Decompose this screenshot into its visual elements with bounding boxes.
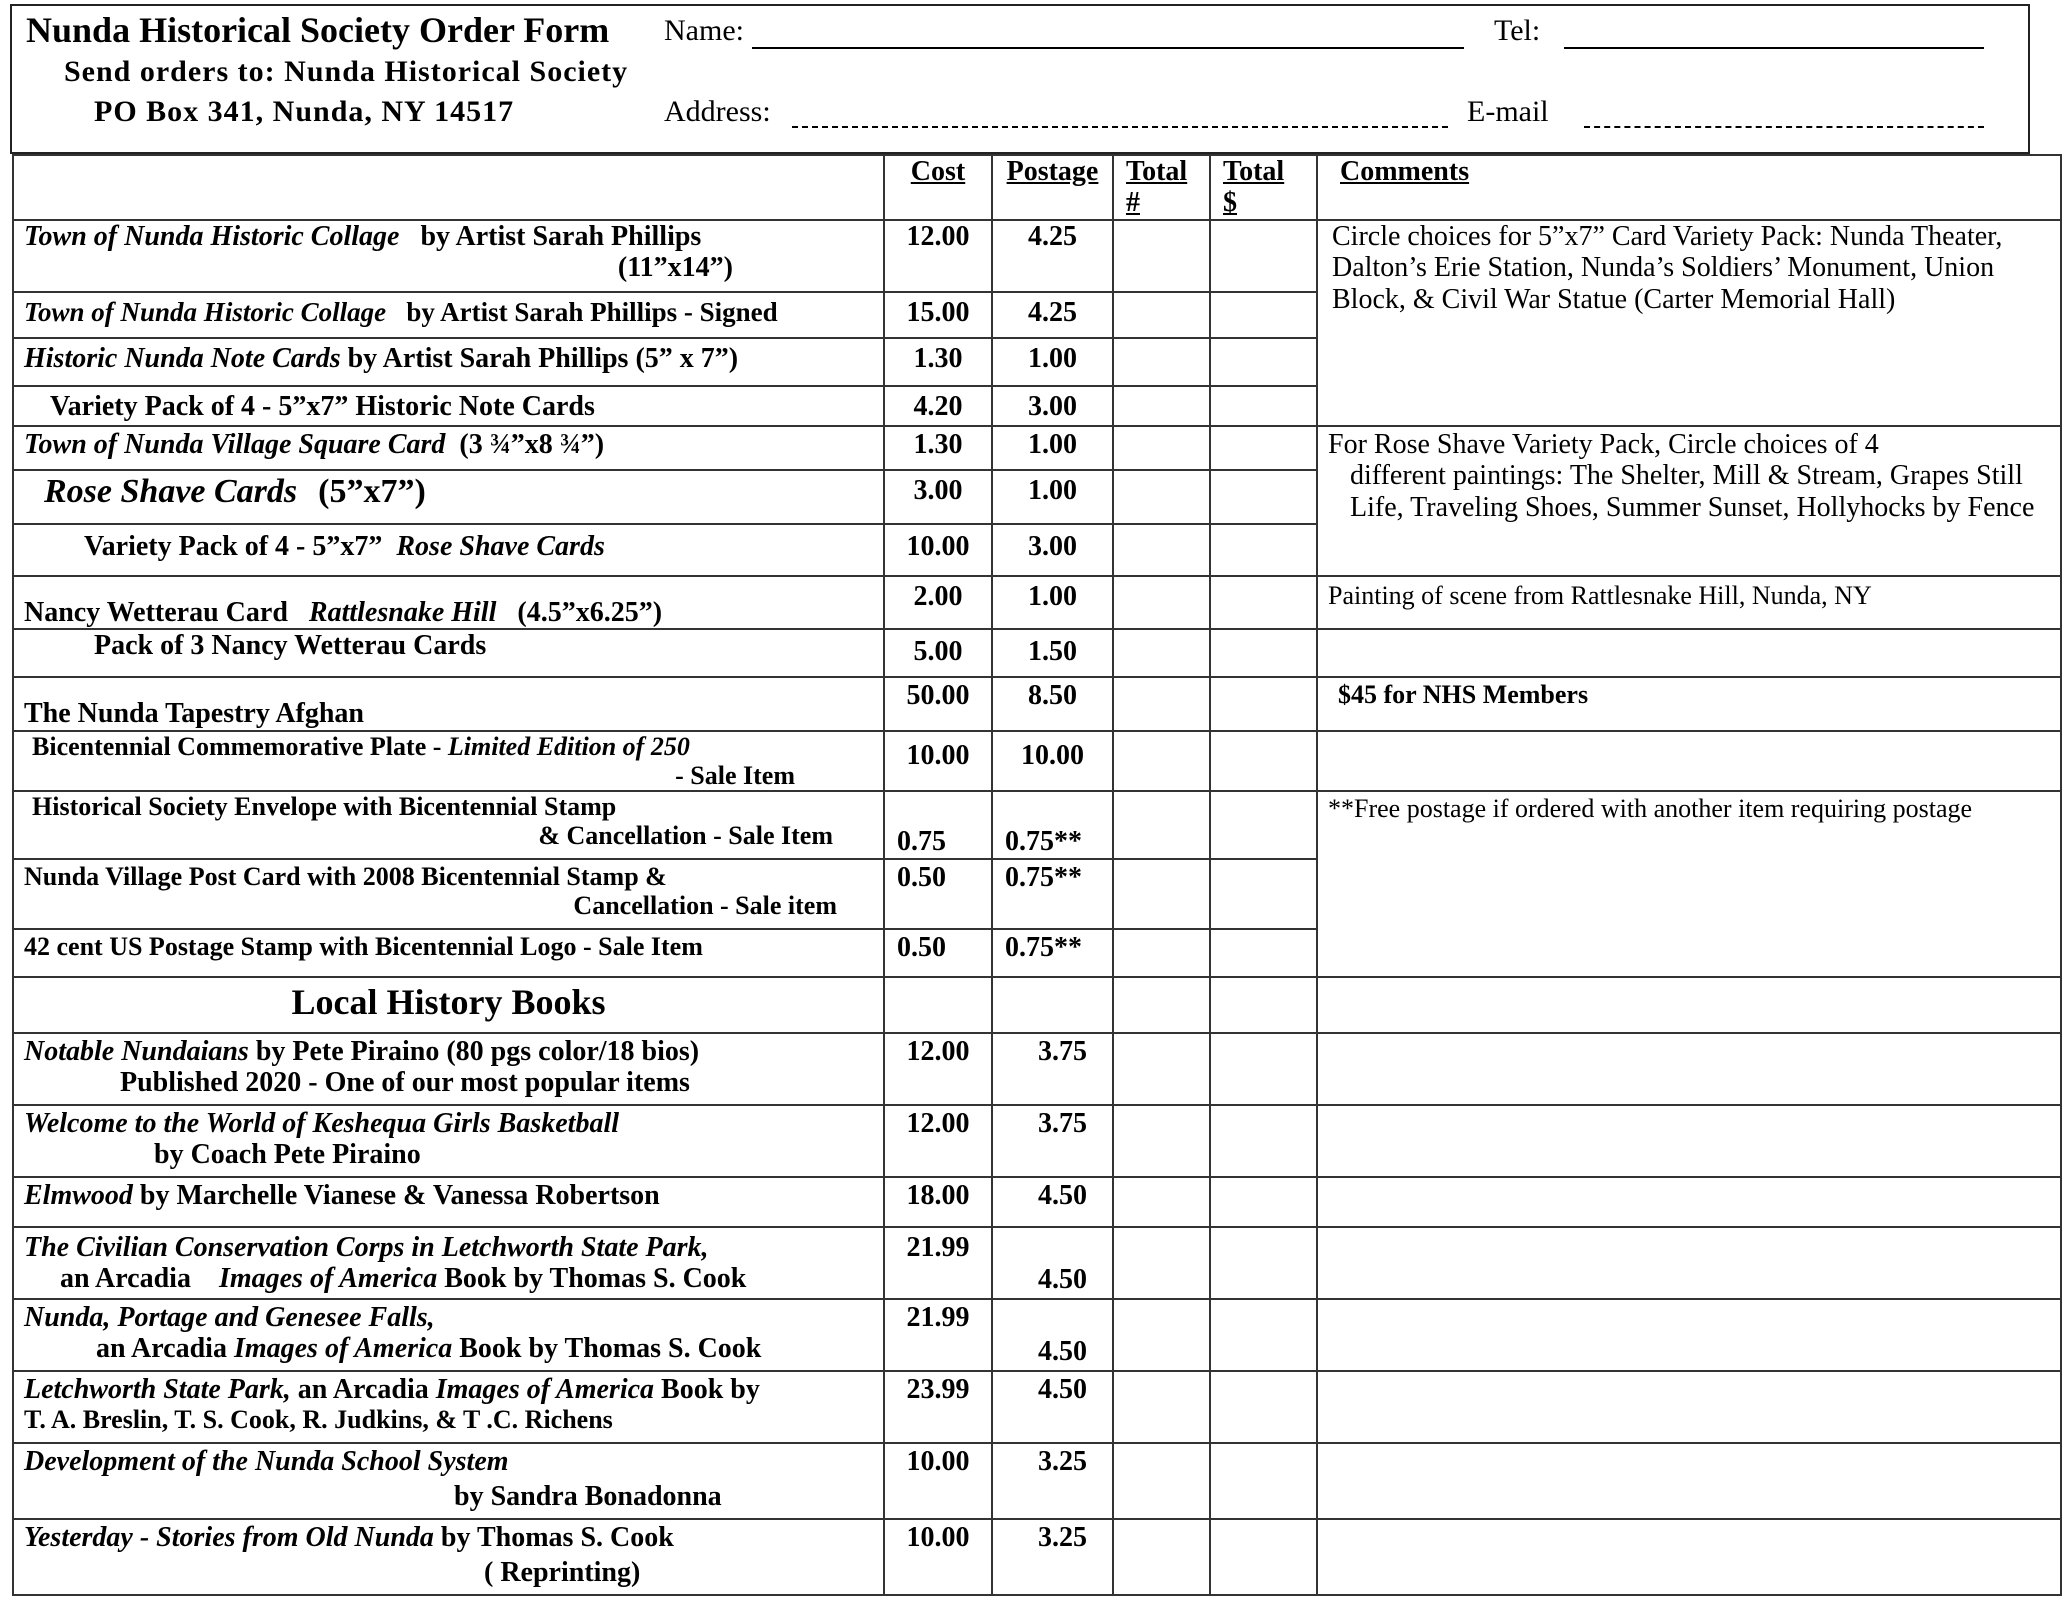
comment-cell-empty <box>1317 1519 2061 1595</box>
total-quantity-cell[interactable] <box>1113 859 1210 929</box>
book-note: Published 2020 - One of our most popular items <box>120 1067 690 1099</box>
item-description <box>13 1371 884 1443</box>
item-cost: 0.50 <box>884 859 992 929</box>
item-cost: 18.00 <box>884 1177 992 1227</box>
total-quantity-cell[interactable] <box>1113 929 1210 977</box>
book-author: Book by Thomas S. Cook <box>459 1333 762 1365</box>
item-description <box>13 1443 884 1519</box>
comment-free-postage: **Free postage if ordered with another item requiring postage <box>1317 791 2061 977</box>
comment-cell-empty <box>1317 1371 2061 1443</box>
total-quantity-cell[interactable] <box>1113 1443 1210 1519</box>
total-amount-cell[interactable] <box>1210 1177 1317 1227</box>
total-quantity-cell[interactable] <box>1113 426 1210 470</box>
item-description <box>13 292 884 338</box>
total-amount-cell[interactable] <box>1210 470 1317 524</box>
book-title: Welcome to the World of Keshequa Girls Basketball <box>24 1107 620 1139</box>
item-postage: 4.50 <box>992 1177 1113 1227</box>
total-quantity-cell[interactable] <box>1113 1033 1210 1105</box>
table-row <box>13 731 2061 791</box>
comment-rose-shave-intro: For Rose Shave Variety Pack, Circle choices of 4 <box>1328 429 1879 460</box>
book-status: ( Reprinting) <box>484 1557 641 1589</box>
item-description <box>13 1105 884 1177</box>
item-postage: 0.75** <box>992 791 1113 859</box>
empty-cell <box>1210 977 1317 1033</box>
form-title: Nunda Historical Society Order Form <box>26 10 610 50</box>
total-quantity-cell[interactable] <box>1113 1227 1210 1299</box>
total-amount-cell[interactable] <box>1210 1105 1317 1177</box>
item-size: (3 ¾”x8 ¾”) <box>459 429 605 460</box>
item-postage: 1.00 <box>992 426 1113 470</box>
book-author-prefix: Book by <box>661 1373 760 1405</box>
total-amount-cell[interactable] <box>1210 1227 1317 1299</box>
total-quantity-cell[interactable] <box>1113 1519 1210 1595</box>
total-quantity-cell[interactable] <box>1113 677 1210 730</box>
comment-card-variety-pack: Circle choices for 5”x7” Card Variety Pack: Nunda Theater, Dalton’s Erie Station, Nunda’s Soldiers’ Monument, Union Block, & Civil War Statue (Carter Memorial Hall) <box>1317 220 2061 426</box>
total-amount-cell[interactable] <box>1210 1371 1317 1443</box>
item-postage: 4.50 <box>992 1371 1113 1443</box>
empty-cell <box>1113 977 1210 1033</box>
total-amount-cell[interactable] <box>1210 677 1317 730</box>
comment-cell-empty <box>1317 731 2061 791</box>
table-row <box>13 677 2061 730</box>
item-cost: 10.00 <box>884 1443 992 1519</box>
comment-member-price: $45 for NHS Members <box>1317 677 2061 730</box>
comment-cell-empty <box>1317 1105 2061 1177</box>
total-quantity-cell[interactable] <box>1113 524 1210 576</box>
empty-cell <box>992 977 1113 1033</box>
item-postage: 1.00 <box>992 338 1113 386</box>
total-amount-cell[interactable] <box>1210 426 1317 470</box>
name-label: Name: <box>664 14 744 47</box>
total-quantity-cell[interactable] <box>1113 576 1210 629</box>
item-edition: Limited Edition of 250 <box>447 731 690 761</box>
item-postage: 8.50 <box>992 677 1113 730</box>
total-quantity-cell[interactable] <box>1113 470 1210 524</box>
address-label: Address: <box>664 95 771 128</box>
total-quantity-cell[interactable] <box>1113 629 1210 677</box>
item-sale-tag: & Cancellation - Sale Item <box>538 821 833 851</box>
item-cost: 50.00 <box>884 677 992 730</box>
item-postage: 4.50 <box>992 1227 1113 1299</box>
comment-cell-empty <box>1317 629 2061 677</box>
total-quantity-cell[interactable] <box>1113 292 1210 338</box>
item-description <box>13 1299 884 1371</box>
book-series: Images of America <box>233 1333 453 1365</box>
item-description <box>13 1177 884 1227</box>
name-field[interactable] <box>752 47 1464 49</box>
total-quantity-cell[interactable] <box>1113 791 1210 859</box>
item-size: (4.5”x6.25”) <box>517 597 663 628</box>
book-author: by Marchelle Vianese & Vanessa Robertson <box>139 1179 660 1211</box>
table-row <box>13 576 2061 629</box>
item-cost: 12.00 <box>884 1105 992 1177</box>
total-quantity-cell[interactable] <box>1113 1299 1210 1371</box>
item-cost: 0.50 <box>884 929 992 977</box>
item-artist: by Artist Sarah Phillips (5” x 7”) <box>347 343 739 374</box>
item-size: (11”x14”) <box>617 252 733 284</box>
total-amount-cell[interactable] <box>1210 220 1317 292</box>
item-postage: 4.25 <box>992 220 1113 292</box>
order-table <box>12 154 2062 1596</box>
total-amount-cell[interactable] <box>1210 576 1317 629</box>
table-row <box>13 1371 2061 1443</box>
item-description <box>13 470 884 524</box>
total-amount-cell[interactable] <box>1210 859 1317 929</box>
comments-header-label: Comments <box>1340 156 1470 187</box>
comment-rattlesnake-hill: Painting of scene from Rattlesnake Hill, Nunda, NY <box>1317 576 2061 629</box>
item-title: Variety Pack of 4 - 5”x7” <box>84 531 383 562</box>
cost-column-header <box>884 155 992 220</box>
table-row <box>13 791 2061 859</box>
item-postage: 0.75** <box>992 929 1113 977</box>
book-author: by Thomas S. Cook <box>440 1521 674 1553</box>
address-field[interactable] <box>792 126 1448 128</box>
total-quantity-cell[interactable] <box>1113 338 1210 386</box>
email-label: E-mail <box>1467 95 1549 128</box>
item-description <box>13 1519 884 1595</box>
item-cost: 23.99 <box>884 1371 992 1443</box>
book-publisher: an Arcadia <box>297 1373 429 1405</box>
table-row <box>13 1519 2061 1595</box>
item-description <box>13 338 884 386</box>
book-title: Yesterday - Stories from Old Nunda <box>24 1521 434 1553</box>
comment-cell-empty <box>1317 1033 2061 1105</box>
item-title: Rose Shave Cards <box>44 473 298 510</box>
total-number-header-label: Total <box>1126 156 1188 187</box>
total-amount-cell[interactable] <box>1210 292 1317 338</box>
item-title: Town of Nunda Historic Collage <box>24 297 387 327</box>
tel-label: Tel: <box>1494 14 1541 47</box>
total-dollar-header-symbol: $ <box>1223 187 1237 219</box>
item-cost: 12.00 <box>884 220 992 292</box>
item-cost: 3.00 <box>884 470 992 524</box>
table-header-row <box>13 155 2061 220</box>
book-title: Elmwood <box>24 1179 133 1211</box>
total-amount-cell[interactable] <box>1210 629 1317 677</box>
empty-cell <box>884 977 992 1033</box>
book-title: Nunda, Portage and Genesee Falls, <box>24 1301 435 1333</box>
table-row <box>13 1105 2061 1177</box>
item-size: (5”x7”) <box>318 473 426 510</box>
comment-rose-shave-variety-pack <box>1317 426 2061 576</box>
table-row <box>13 426 2061 470</box>
book-title: Notable Nundaians <box>24 1035 249 1067</box>
send-orders-to: Send orders to: Nunda Historical Society <box>64 55 629 88</box>
total-number-column-header <box>1113 155 1210 220</box>
item-description <box>13 426 884 470</box>
item-title: Nancy Wetterau Card <box>24 597 288 628</box>
item-description <box>13 220 884 292</box>
item-postage: 1.00 <box>992 470 1113 524</box>
item-postage: 3.00 <box>992 524 1113 576</box>
item-artist: by Artist Sarah Phillips - Signed <box>406 297 778 327</box>
item-description: Pack of 3 Nancy Wetterau Cards <box>13 629 884 677</box>
comments-column-header <box>1317 155 2061 220</box>
book-author: by Coach Pete Piraino <box>154 1139 421 1171</box>
item-description <box>13 576 884 629</box>
item-artist: by Artist Sarah Phillips <box>420 221 702 252</box>
item-cost: 4.20 <box>884 386 992 426</box>
item-cost: 12.00 <box>884 1033 992 1105</box>
item-cost: 10.00 <box>884 524 992 576</box>
item-cost: 5.00 <box>884 629 992 677</box>
order-form-header <box>10 4 2030 154</box>
item-postage: 3.25 <box>992 1519 1113 1595</box>
table-row <box>13 1227 2061 1299</box>
item-postage: 10.00 <box>992 731 1113 791</box>
email-field[interactable] <box>1584 126 1984 128</box>
mailing-address: PO Box 341, Nunda, NY 14517 <box>94 95 515 128</box>
item-postage: 0.75** <box>992 859 1113 929</box>
item-postage: 3.25 <box>992 1443 1113 1519</box>
table-row <box>13 1177 2061 1227</box>
table-row <box>13 1299 2061 1371</box>
item-postage: 3.75 <box>992 1033 1113 1105</box>
item-postage: 4.25 <box>992 292 1113 338</box>
item-cost: 21.99 <box>884 1299 992 1371</box>
item-description <box>13 1227 884 1299</box>
total-amount-cell[interactable] <box>1210 791 1317 859</box>
item-description <box>13 524 884 576</box>
comment-cell-empty <box>1317 1227 2061 1299</box>
total-quantity-cell[interactable] <box>1113 1177 1210 1227</box>
book-author: Book by Thomas S. Cook <box>444 1263 747 1295</box>
item-cost: 21.99 <box>884 1227 992 1299</box>
book-series: Images of America <box>435 1373 655 1405</box>
book-series: Images of America <box>218 1263 438 1295</box>
book-publisher: an Arcadia <box>96 1333 227 1365</box>
item-title: Bicentennial Commemorative Plate - <box>32 731 448 761</box>
table-row <box>13 1033 2061 1105</box>
item-postage: 3.75 <box>992 1105 1113 1177</box>
book-author: by Sandra Bonadonna <box>454 1481 722 1513</box>
total-amount-cell[interactable] <box>1210 1519 1317 1595</box>
book-publisher: an Arcadia <box>60 1263 191 1295</box>
section-title: Local History Books <box>13 977 884 1033</box>
item-cost: 15.00 <box>884 292 992 338</box>
item-column-header <box>13 155 884 220</box>
item-cost: 10.00 <box>884 731 992 791</box>
total-amount-cell[interactable] <box>1210 1033 1317 1105</box>
tel-field[interactable] <box>1564 47 1984 49</box>
item-cost: 2.00 <box>884 576 992 629</box>
total-amount-cell[interactable] <box>1210 929 1317 977</box>
total-amount-cell[interactable] <box>1210 1299 1317 1371</box>
item-sale-tag: - Sale Item <box>675 760 795 790</box>
comment-rose-shave-paintings: different paintings: The Shelter, Mill & Stream, Grapes Still Life, Traveling Shoes, Summer Sunset, Hollyhocks by Fence <box>1350 460 2035 523</box>
total-quantity-cell[interactable] <box>1113 386 1210 426</box>
book-title: The Civilian Conservation Corps in Letchworth State Park, <box>24 1231 709 1263</box>
item-description <box>13 859 884 929</box>
total-dollar-header-label: Total <box>1223 156 1285 187</box>
book-authors: T. A. Breslin, T. S. Cook, R. Judkins, & T .C. Richens <box>24 1405 613 1435</box>
comment-cell-empty <box>1317 1177 2061 1227</box>
total-amount-cell[interactable] <box>1210 1443 1317 1519</box>
total-amount-cell[interactable] <box>1210 731 1317 791</box>
item-title: Town of Nunda Historic Collage <box>24 221 400 252</box>
comment-cell-empty <box>1317 1299 2061 1371</box>
item-description: The Nunda Tapestry Afghan <box>13 677 884 730</box>
item-cost: 10.00 <box>884 1519 992 1595</box>
book-author: by Pete Piraino (80 pgs color/18 bios) <box>255 1035 700 1067</box>
table-row <box>13 1443 2061 1519</box>
item-description <box>13 731 884 791</box>
item-cost: 0.75 <box>884 791 992 859</box>
item-cost: 1.30 <box>884 426 992 470</box>
item-title: Historical Society Envelope with Bicentennial Stamp <box>32 791 617 821</box>
book-title: Letchworth State Park, <box>24 1373 291 1405</box>
item-sale-tag: Cancellation - Sale item <box>573 891 837 921</box>
item-title: Town of Nunda Village Square Card <box>24 429 446 460</box>
item-description <box>13 1033 884 1105</box>
postage-header-label: Postage <box>1006 156 1099 187</box>
total-quantity-cell[interactable] <box>1113 220 1210 292</box>
table-row <box>13 629 2061 677</box>
total-quantity-cell[interactable] <box>1113 731 1210 791</box>
item-postage: 3.00 <box>992 386 1113 426</box>
item-postage: 1.00 <box>992 576 1113 629</box>
item-painting: Rattlesnake Hill <box>308 597 497 628</box>
item-description: 42 cent US Postage Stamp with Bicentennial Logo - Sale Item <box>13 929 884 977</box>
total-number-header-symbol: # <box>1126 187 1140 219</box>
item-description: Variety Pack of 4 - 5”x7” Historic Note Cards <box>13 386 884 426</box>
total-quantity-cell[interactable] <box>1113 1105 1210 1177</box>
item-title: Historic Nunda Note Cards <box>24 343 341 374</box>
empty-cell <box>1317 977 2061 1033</box>
section-row <box>13 977 2061 1033</box>
table-row <box>13 220 2061 292</box>
total-amount-cell[interactable] <box>1210 386 1317 426</box>
item-cost: 1.30 <box>884 338 992 386</box>
total-amount-cell[interactable] <box>1210 338 1317 386</box>
book-title: Development of the Nunda School System <box>24 1445 509 1477</box>
item-description <box>13 791 884 859</box>
cost-header-label: Cost <box>910 156 966 187</box>
total-dollar-column-header <box>1210 155 1317 220</box>
total-quantity-cell[interactable] <box>1113 1371 1210 1443</box>
comment-cell-empty <box>1317 1443 2061 1519</box>
item-series: Rose Shave Cards <box>396 531 605 562</box>
item-postage: 4.50 <box>992 1299 1113 1371</box>
postage-column-header <box>992 155 1113 220</box>
item-title: Nunda Village Post Card with 2008 Bicentennial Stamp & <box>24 861 667 891</box>
total-amount-cell[interactable] <box>1210 524 1317 576</box>
item-postage: 1.50 <box>992 629 1113 677</box>
